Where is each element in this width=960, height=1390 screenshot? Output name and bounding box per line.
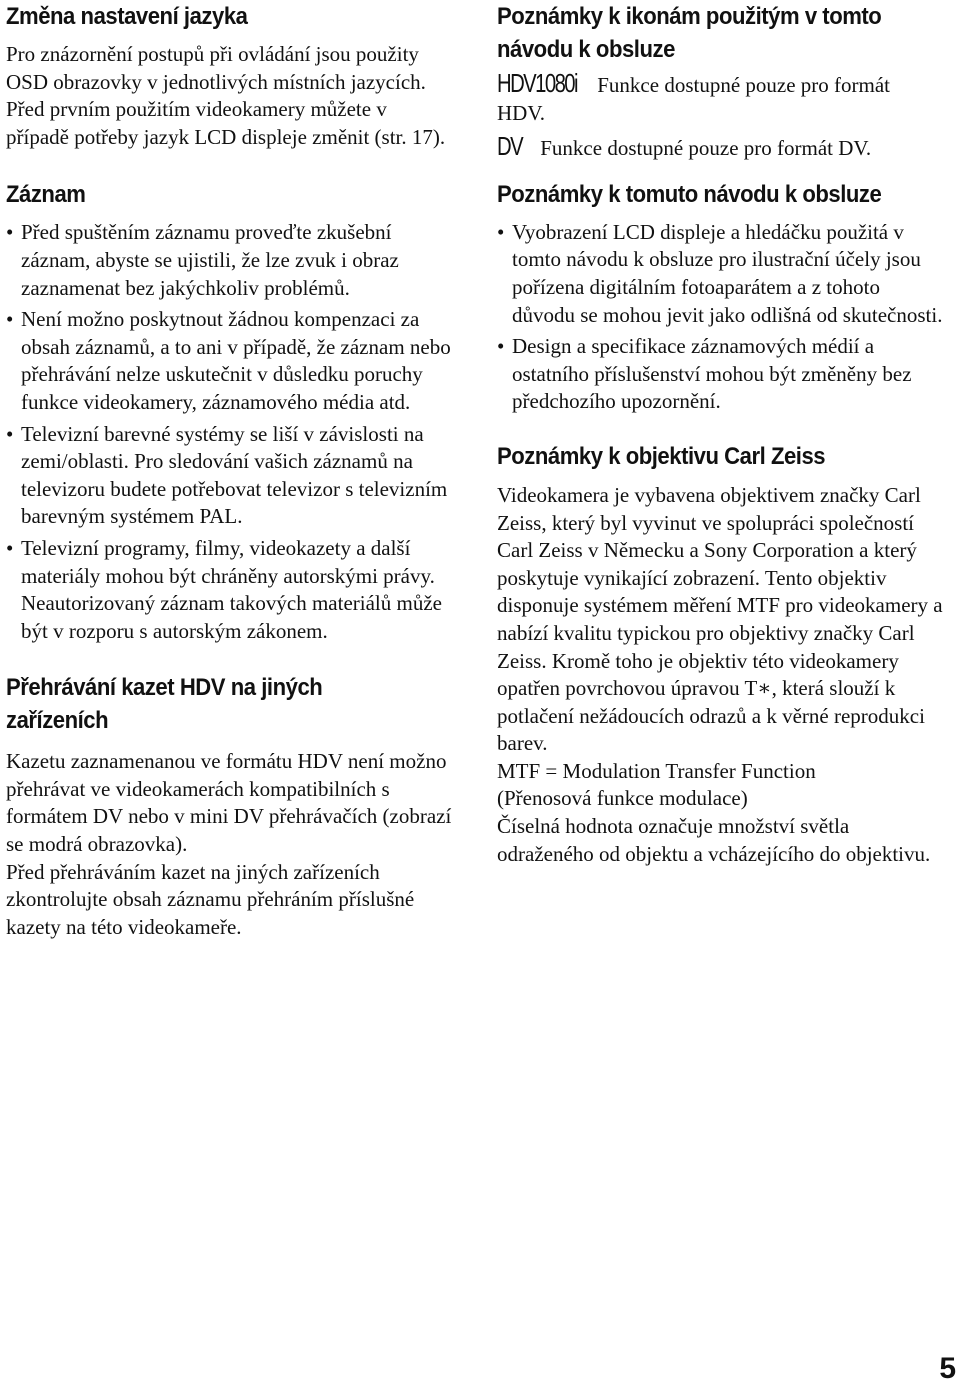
hdv-playback-text-1: Kazetu zaznamenanou ve formátu HDV není možno přehrávat ve videokamerách kompatibilních s formátem DV nebo v mini DV přehrávačích (zobrazí se modrá obrazovka). — [6, 749, 452, 857]
right-column — [497, 0, 943, 868]
list-item: • Televizní programy, filmy, videokazety a další materiály mohou být chráněny autorskými právy. Neautorizovaný záznam takových materiálů může být v rozporu s autorským zákonem. — [6, 535, 442, 643]
hdv-icon-description: Funkce dostupné pouze pro formát HDV. — [497, 73, 891, 125]
manual-section-title: Poznámky k tomuto návodu k obsluze — [497, 180, 882, 208]
icons-section-title-line-1: Poznámky k ikonám použitým v tomto — [497, 3, 882, 30]
hdv-playback-text-2: Před přehráváním kazet na jiných zařízeních zkontrolujte obsah záznamu přehráním příslušné kazety na této videokameře. — [6, 859, 415, 939]
manual-list — [497, 219, 943, 416]
recording-list — [6, 219, 452, 645]
hdv-playback-title-line-1: Přehrávání kazet HDV na jiných — [6, 674, 323, 702]
hdv-icon-note — [497, 70, 943, 127]
mtf-translation: (Přenosová funkce modulace) — [497, 786, 748, 811]
page-number: 5 — [939, 1352, 956, 1385]
bullet-icon: • — [6, 421, 14, 446]
dv-icon: DV — [497, 131, 523, 162]
bullet-icon: • — [6, 307, 14, 332]
language-section-title: Změna nastavení jazyka — [6, 3, 248, 30]
icons-section-title-line-2: návodu k obsluze — [497, 36, 675, 63]
bullet-icon: • — [6, 220, 14, 245]
list-item: • Design a specifikace záznamových médií a ostatního příslušenství mohou být změněny bez předchozího upozornění. — [497, 334, 912, 414]
dv-icon-note — [497, 133, 943, 163]
hdv-playback-title-line-2: zařízeních — [6, 707, 109, 735]
zeiss-section-text: Videokamera je vybavena objektivem značky Carl Zeiss, který byl vyvinut ve spolupráci společností Carl Zeiss v Německu a Sony Corporation a který poskytuje vynikající zobrazení. Tento objektiv disponuje systémem měření MTF pro videokamery a nabízí kvalitu typickou pro objektivy značky Carl Zeiss. Kromě toho je objektiv této videokamery opatřen povrchovou úpravou T∗, která slouží k potlačení nežádoucích odrazů a k věrné reprodukci barev. — [497, 482, 943, 756]
list-item: • Není možno poskytnout žádnou kompenzaci za obsah záznamů, a to ani v případě, že záznam nebo přehrávání nelze uskutečnit v důsledku poruchy funkce videokamery, záznamového média atd. — [6, 307, 451, 414]
recording-section-title: Záznam — [6, 181, 86, 209]
dv-icon-description: Funkce dostupné pouze pro formát DV. — [540, 136, 872, 161]
bullet-icon: • — [497, 219, 505, 244]
hdv1080i-icon: HDV1080i — [497, 68, 577, 98]
language-section-text: Pro znázornění postupů při ovládání jsou použity OSD obrazovky v jednotlivých místních jazycích. Před prvním použitím videokamery můžete v případě potřeby jazyk LCD displeje změnit (str. 17). — [6, 42, 446, 149]
list-item: • Před spuštěním záznamu proveďte zkušební záznam, abyste se ujistili, že lze zvuk i obraz zaznamenat bez jakýchkoliv problémů. — [6, 220, 399, 300]
bullet-icon: • — [6, 535, 14, 560]
list-item: • Vyobrazení LCD displeje a hledáčku použitá v tomto návodu k obsluze pro ilustrační účely jsou pořízena digitálním fotoaparátem a z tohoto důvodu se mohou jevit jako odlišná od skutečnosti. — [497, 219, 943, 327]
left-column — [6, 0, 452, 941]
bullet-icon: • — [497, 334, 505, 359]
zeiss-section-title: Poznámky k objektivu Carl Zeiss — [497, 442, 826, 470]
mtf-explanation: Číselná hodnota označuje množství světla odraženého od objektu a vcházejícího do objektivu. — [497, 814, 931, 866]
mtf-definition: MTF = Modulation Transfer Function — [497, 758, 816, 783]
list-item: • Televizní barevné systémy se liší v závislosti na zemi/oblasti. Pro sledování vašich záznamů na televizoru budete potřebovat televizor s televizním barevným systémem PAL. — [6, 421, 448, 529]
